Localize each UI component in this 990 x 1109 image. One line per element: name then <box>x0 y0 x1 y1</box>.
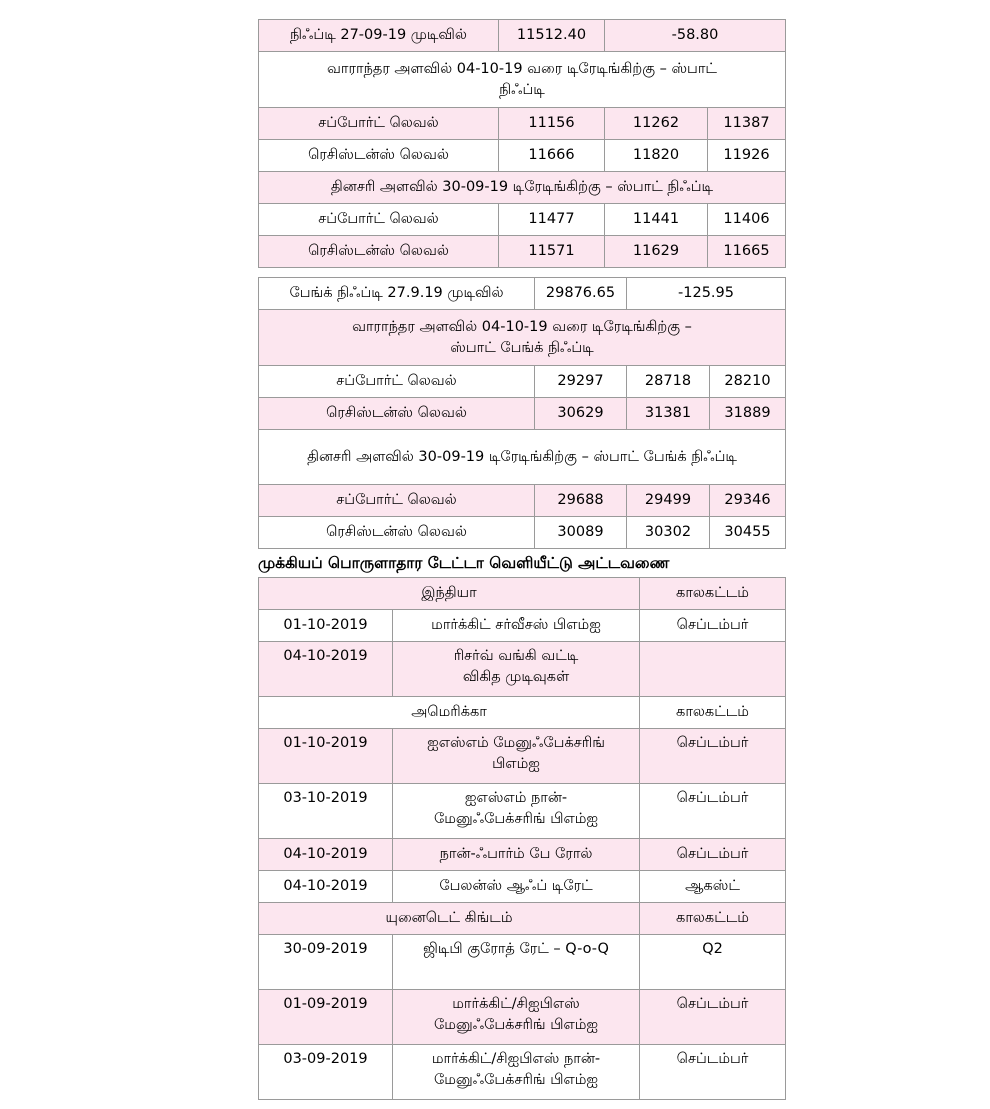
country-name-usa: அமெரிக்கா <box>259 697 640 729</box>
event-date: 01-09-2019 <box>259 990 393 1045</box>
country-name-india: இந்தியா <box>259 578 640 610</box>
event-period: செப்டம்பர் <box>640 729 786 784</box>
table-row <box>259 990 786 1045</box>
nifty-weekly-title-row <box>259 52 786 108</box>
level-value: 11666 <box>499 140 605 172</box>
table-row <box>259 610 786 642</box>
banknifty-summary-label: பேங்க் நிஃப்டி 27.9.19 முடிவில் <box>259 278 535 310</box>
event-period: செப்டம்பர் <box>640 610 786 642</box>
banknifty-daily-resistance-row <box>259 517 786 549</box>
economic-calendar-table <box>258 577 786 1100</box>
event-name: மார்க்கிட்/சிஐபிஎஸ் மேனுஃபேக்சரிங் பிஎம்ஐ <box>393 990 640 1045</box>
nifty-daily-title: தினசரி அளவில் 30-09-19 டிரேடிங்கிற்கு – ஸ்பாட் நிஃப்டி <box>259 172 786 204</box>
country-header-row <box>259 903 786 935</box>
period-header: காலகட்டம் <box>640 578 786 610</box>
level-value: 11156 <box>499 108 605 140</box>
table-row <box>259 1045 786 1100</box>
event-period: செப்டம்பர் <box>640 839 786 871</box>
nifty-change-value: -58.80 <box>605 20 786 52</box>
banknifty-daily-title: தினசரி அளவில் 30-09-19 டிரேடிங்கிற்கு – ஸ்பாட் பேங்க் நிஃப்டி <box>259 430 786 485</box>
event-name: ஜிடிபி குரோத் ரேட் – Q-o-Q <box>393 935 640 990</box>
level-value: 11820 <box>605 140 708 172</box>
banknifty-weekly-title-row <box>259 310 786 366</box>
event-date: 04-10-2019 <box>259 871 393 903</box>
level-value: 11406 <box>708 204 786 236</box>
level-value: 31889 <box>710 398 786 430</box>
nifty-weekly-support-row <box>259 108 786 140</box>
event-period: செப்டம்பர் <box>640 990 786 1045</box>
level-value: 11477 <box>499 204 605 236</box>
event-date: 01-10-2019 <box>259 729 393 784</box>
level-value: 29346 <box>710 485 786 517</box>
nifty-daily-support-row <box>259 204 786 236</box>
banknifty-close-value: 29876.65 <box>535 278 627 310</box>
table-row <box>259 729 786 784</box>
support-level-label: சப்போர்ட் லெவல் <box>259 485 535 517</box>
event-period: Q2 <box>640 935 786 990</box>
calendar-title: முக்கியப் பொருளாதார டேட்டா வெளியீட்டு அட்டவணை <box>258 554 670 572</box>
support-level-label: சப்போர்ட் லெவல் <box>259 366 535 398</box>
nifty-summary-label: நிஃப்டி 27-09-19 முடிவில் <box>259 20 499 52</box>
level-value: 11441 <box>605 204 708 236</box>
nifty-weekly-title: வாராந்தர அளவில் 04-10-19 வரை டிரேடிங்கிற்கு – ஸ்பாட் நிஃப்டி <box>259 52 786 108</box>
event-period: செப்டம்பர் <box>640 1045 786 1100</box>
table-row <box>259 642 786 697</box>
level-value: 11387 <box>708 108 786 140</box>
period-header: காலகட்டம் <box>640 697 786 729</box>
level-value: 11262 <box>605 108 708 140</box>
level-value: 11926 <box>708 140 786 172</box>
level-value: 30455 <box>710 517 786 549</box>
event-period: ஆகஸ்ட் <box>640 871 786 903</box>
event-name: மார்க்கிட் சர்வீசஸ் பிஎம்ஐ <box>393 610 640 642</box>
level-value: 29297 <box>535 366 627 398</box>
event-date: 30-09-2019 <box>259 935 393 990</box>
resistance-level-label: ரெசிஸ்டன்ஸ் லெவல் <box>259 517 535 549</box>
table-row <box>259 784 786 839</box>
event-name: ஐஎஸ்எம் நான்-மேனுஃபேக்சரிங் பிஎம்ஐ <box>393 784 640 839</box>
nifty-levels-table <box>258 19 786 268</box>
banknifty-daily-title-row <box>259 430 786 485</box>
resistance-level-label: ரெசிஸ்டன்ஸ் லெவல் <box>259 140 499 172</box>
event-name: ரிசர்வ் வங்கி வட்டி விகித முடிவுகள் <box>393 642 640 697</box>
level-value: 28210 <box>710 366 786 398</box>
support-level-label: சப்போர்ட் லெவல் <box>259 204 499 236</box>
banknifty-weekly-resistance-row <box>259 398 786 430</box>
table-row <box>259 871 786 903</box>
level-value: 30629 <box>535 398 627 430</box>
event-date: 04-10-2019 <box>259 642 393 697</box>
event-date: 01-10-2019 <box>259 610 393 642</box>
event-date: 03-09-2019 <box>259 1045 393 1100</box>
event-name: மார்க்கிட்/சிஐபிஎஸ் நான்-மேனுஃபேக்சரிங் பிஎம்ஐ <box>393 1045 640 1100</box>
level-value: 30302 <box>627 517 710 549</box>
banknifty-levels-table <box>258 277 786 549</box>
event-period: செப்டம்பர் <box>640 784 786 839</box>
level-value: 11665 <box>708 236 786 268</box>
level-value: 28718 <box>627 366 710 398</box>
banknifty-weekly-title: வாராந்தர அளவில் 04-10-19 வரை டிரேடிங்கிற்கு – ஸ்பாட் பேங்க் நிஃப்டி <box>259 310 786 366</box>
nifty-summary-row <box>259 20 786 52</box>
level-value: 11629 <box>605 236 708 268</box>
event-date: 03-10-2019 <box>259 784 393 839</box>
banknifty-weekly-support-row <box>259 366 786 398</box>
nifty-weekly-resistance-row <box>259 140 786 172</box>
country-name-uk: யுனைடெட் கிங்டம் <box>259 903 640 935</box>
resistance-level-label: ரெசிஸ்டன்ஸ் லெவல் <box>259 236 499 268</box>
level-value: 30089 <box>535 517 627 549</box>
level-value: 29688 <box>535 485 627 517</box>
nifty-daily-resistance-row <box>259 236 786 268</box>
period-header: காலகட்டம் <box>640 903 786 935</box>
event-date: 04-10-2019 <box>259 839 393 871</box>
event-name: பேலன்ஸ் ஆஃப் டிரேட் <box>393 871 640 903</box>
level-value: 11571 <box>499 236 605 268</box>
level-value: 29499 <box>627 485 710 517</box>
banknifty-daily-support-row <box>259 485 786 517</box>
resistance-level-label: ரெசிஸ்டன்ஸ் லெவல் <box>259 398 535 430</box>
country-header-row <box>259 697 786 729</box>
nifty-daily-title-row <box>259 172 786 204</box>
event-name: ஐஎஸ்எம் மேனுஃபேக்சரிங் பிஎம்ஐ <box>393 729 640 784</box>
table-row <box>259 839 786 871</box>
country-header-row <box>259 578 786 610</box>
event-name: நான்-ஃபார்ம் பே ரோல் <box>393 839 640 871</box>
banknifty-summary-row <box>259 278 786 310</box>
nifty-close-value: 11512.40 <box>499 20 605 52</box>
table-row <box>259 935 786 990</box>
event-period <box>640 642 786 697</box>
level-value: 31381 <box>627 398 710 430</box>
banknifty-change-value: -125.95 <box>627 278 786 310</box>
support-level-label: சப்போர்ட் லெவல் <box>259 108 499 140</box>
